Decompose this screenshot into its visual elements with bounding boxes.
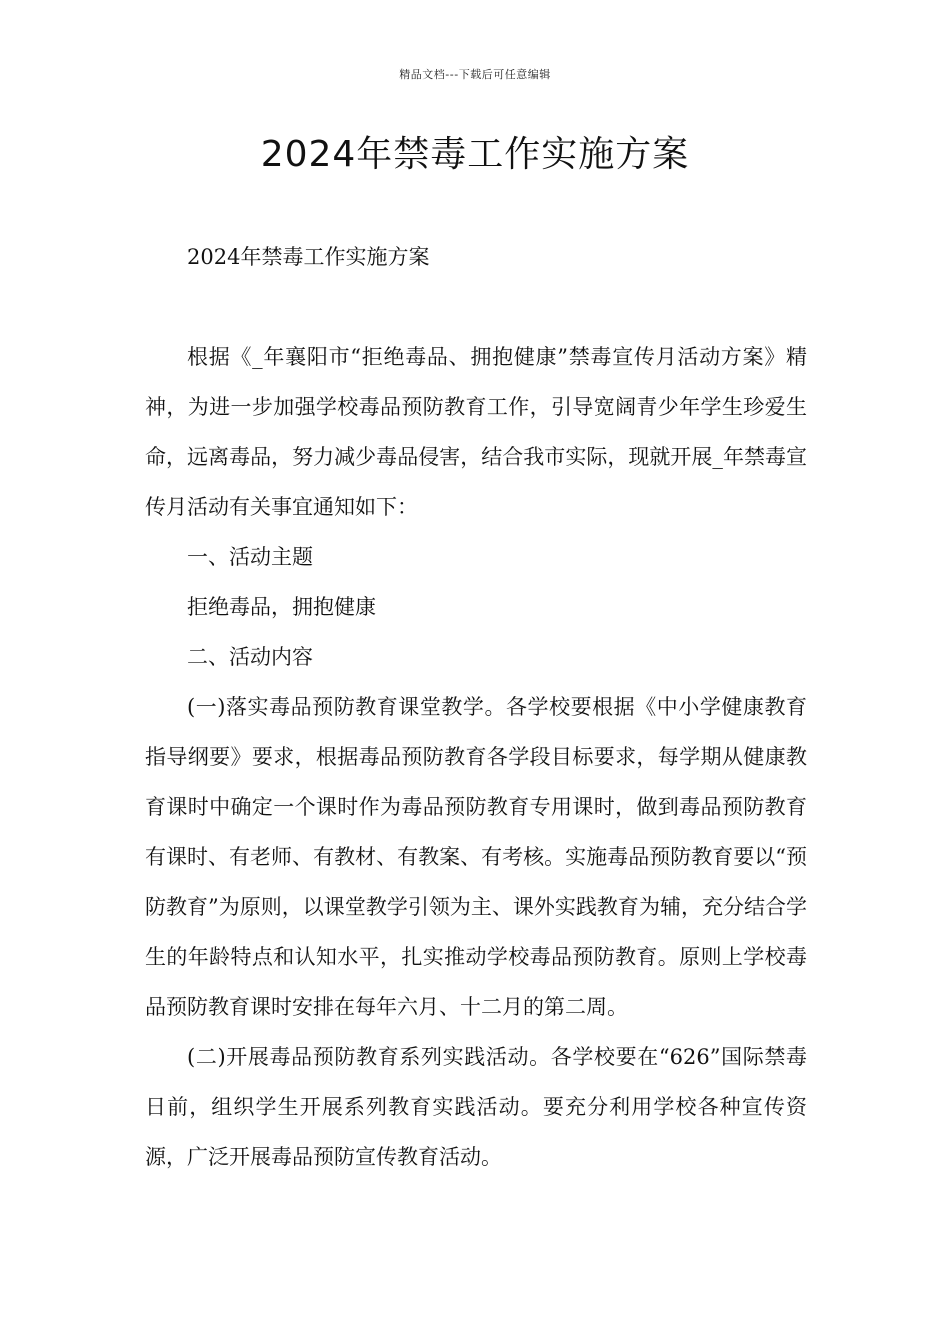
document-body [145, 232, 807, 1182]
section-heading-theme: 一、活动主题 [187, 545, 313, 569]
document-title: 2024年禁毒工作实施方案 [260, 134, 690, 175]
paragraph-theme: 拒绝毒品，拥抱健康 [187, 595, 376, 619]
header-note: 精品文档---下载后可任意编辑 [399, 68, 551, 81]
paragraph-content-1: (一)落实毒品预防教育课堂教学。各学校要根据《中小学健康教育指导纲要》要求，根据毒品预防教育各学段目标要求，每学期从健康教育课时中确定一个课时作为毒品预防教育专用课时，做到毒品预防教育有课时、有老师、有教材、有教案、有考核。实施毒品预防教育要以“预防教育”为原则，以课堂教学引领为主、课外实践教育为辅，充分结合学生的年龄特点和认知水平，扎实推动学校毒品预防教育。原则上学校毒品预防教育课时安排在每年六月、十二月的第二周。 [145, 695, 807, 1019]
section-heading-content: 二、活动内容 [187, 645, 313, 669]
paragraph-content-2: (二)开展毒品预防教育系列实践活动。各学校要在“626”国际禁毒日前，组织学生开展系列教育实践活动。要充分利用学校各种宣传资源，广泛开展毒品预防宣传教育活动。 [145, 1045, 807, 1169]
document-subtitle: 2024年禁毒工作实施方案 [187, 245, 430, 269]
paragraph-intro: 根据《_年襄阳市“拒绝毒品、拥抱健康”禁毒宣传月活动方案》精神，为进一步加强学校毒品预防教育工作，引导宽阔青少年学生珍爱生命，远离毒品，努力减少毒品侵害，结合我市实际，现就开展_年禁毒宣传月活动有关事宜通知如下： [145, 345, 807, 519]
